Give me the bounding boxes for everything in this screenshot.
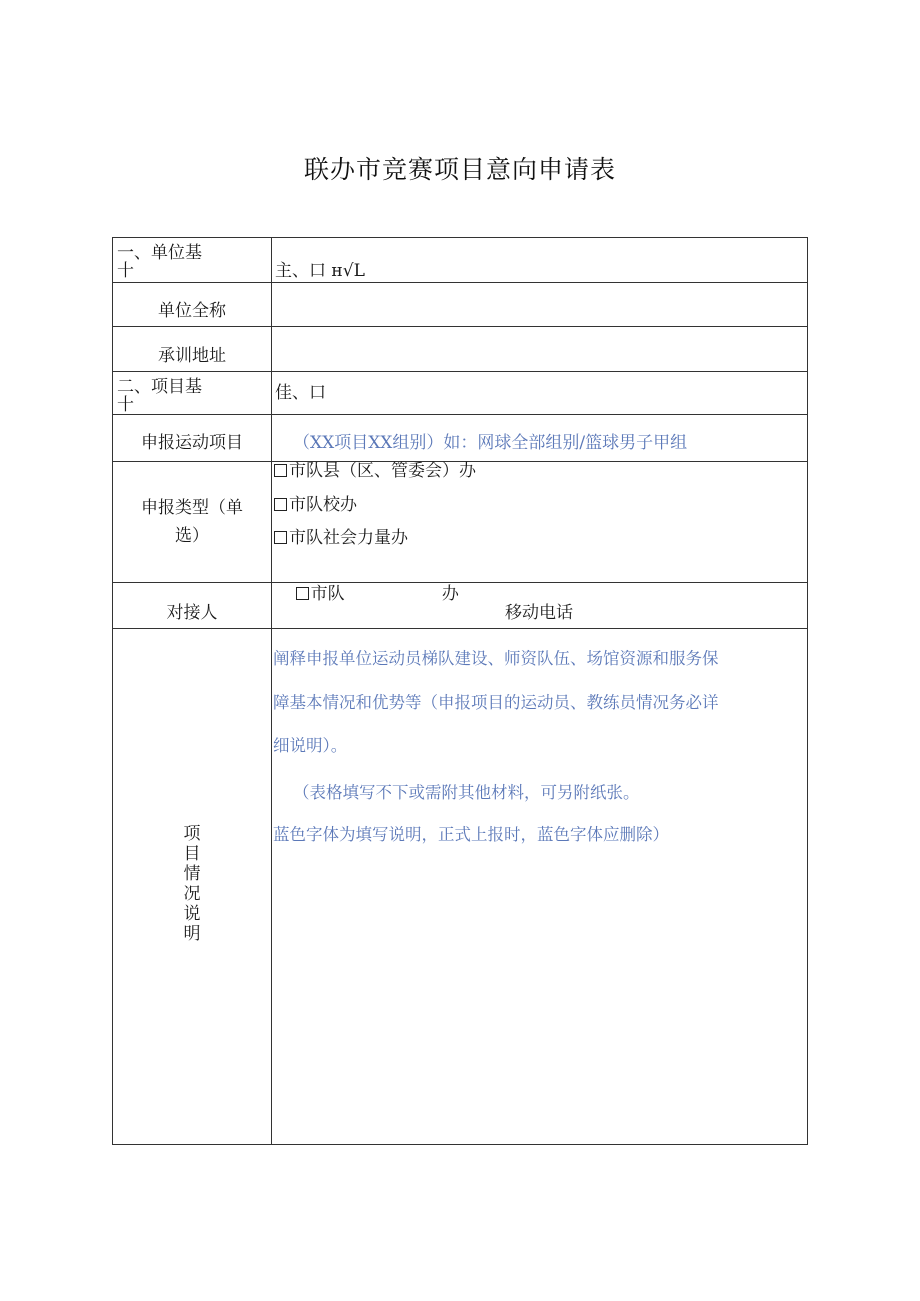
type-option-3[interactable] <box>274 527 804 549</box>
desc-label-char: 目 <box>183 844 201 864</box>
type-option-label: 市队校办 <box>289 495 357 515</box>
section2-label <box>117 376 267 414</box>
desc-label-char: 况 <box>183 884 201 904</box>
type-option-2[interactable] <box>274 494 804 516</box>
section2-right-text: 佳、口 <box>275 383 326 403</box>
checkbox-icon[interactable] <box>274 464 287 477</box>
desc-label-char: 情 <box>183 864 201 884</box>
sport-label: 申报运动项目 <box>141 433 243 453</box>
desc-line-2[interactable]: 障基本情况和优势等（申报项目的运动员、教练员情况务必详 <box>273 693 719 712</box>
section1-label <box>117 242 267 282</box>
type-option-label: 市队县（区、管委会）办 <box>289 461 476 481</box>
type-label-line2: 选） <box>175 526 209 546</box>
desc-line-3[interactable]: 细说明）。 <box>273 736 348 755</box>
section2-label-line1: 二、项目基 <box>117 377 202 397</box>
sport-field-hint[interactable]: （XX项目XX组别）如：网球全部组别/篮球男子甲组 <box>293 433 688 453</box>
page-title: 联办市竞赛项目意向申请表 <box>303 155 616 184</box>
section1-label-line2: 十 <box>117 261 134 281</box>
section1-right-text: 主、口 н√L <box>275 261 365 281</box>
unit-name-field[interactable] <box>272 283 806 326</box>
phone-label: 移动电话 <box>505 603 573 623</box>
address-field[interactable] <box>272 327 806 371</box>
desc-label-char: 明 <box>183 924 201 944</box>
section1-label-line1: 一、单位基 <box>117 243 202 263</box>
row-divider <box>113 628 807 629</box>
desc-label-char: 项 <box>183 824 201 844</box>
desc-line-5[interactable]: 蓝色字体为填写说明，正式上报时，蓝色字体应删除） <box>273 825 669 844</box>
desc-label-char: 说 <box>183 904 201 924</box>
row-divider <box>113 371 807 372</box>
unit-name-label: 单位全称 <box>158 301 226 321</box>
type-option-label: 市队社会力量办 <box>289 528 408 548</box>
checkbox-icon[interactable] <box>296 587 309 600</box>
contact-label: 对接人 <box>166 603 218 623</box>
desc-line-4[interactable]: （表格填写不下或需附其他材料，可另附纸张。 <box>293 783 640 802</box>
row-divider <box>113 414 807 415</box>
type-label-line1: 申报类型（单 <box>141 498 243 518</box>
type-option-label: 市队 办 <box>310 584 459 604</box>
address-label: 承训地址 <box>158 346 226 366</box>
column-divider <box>271 238 272 1144</box>
type-option-1[interactable] <box>274 460 804 482</box>
application-form-table <box>112 237 808 1145</box>
checkbox-icon[interactable] <box>274 531 287 544</box>
checkbox-icon[interactable] <box>274 498 287 511</box>
desc-line-1[interactable]: 阐释申报单位运动员梯队建设、师资队伍、场馆资源和服务保 <box>273 649 719 668</box>
desc-label <box>113 824 271 944</box>
section2-label-line2: 十 <box>117 395 134 414</box>
type-label <box>113 494 271 550</box>
